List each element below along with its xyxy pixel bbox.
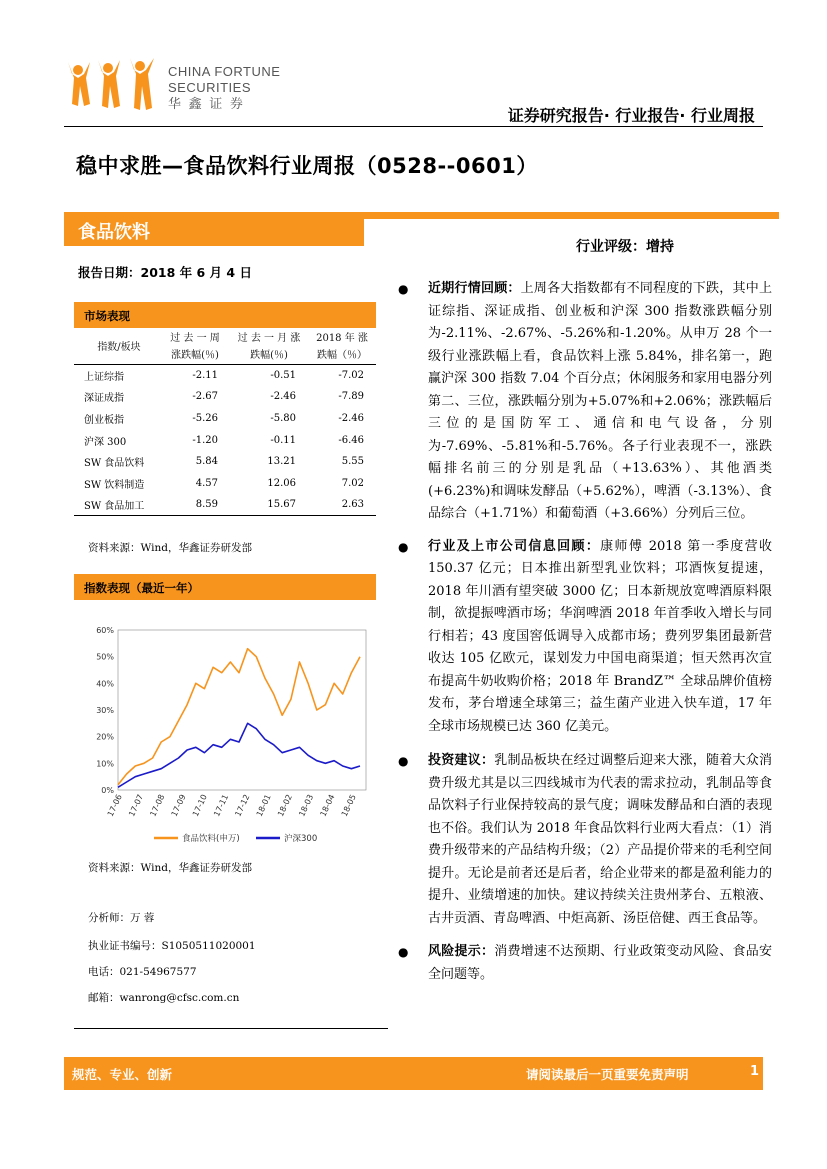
analyst-email: 邮箱：wanrong@cfsc.com.cn (88, 992, 240, 1004)
bullet-text: 乳制品板块在经过调整后迎来大涨，随着大众消费升级尤其是以三四线城市为代表的需求拉动，乳制品等食品饮料子行业保持较高的景气度；调味发酵品和白酒的表现也不俗。我们认为 2018 年食品饮料行业两大看点：（1）消费升级带来的产品结构升级；（2）产品提价带来的毛利空间提升。无论是前者还是后者，给企业带来的都是盈利能力的提升、业绩增速的加快。建议持续关注贵州茅台、五粮液、古井贡酒、青岛啤酒、中炬高新、汤臣倍健、西王食品等。 (428, 753, 772, 926)
x-tick-label: 18-02 (276, 793, 294, 818)
col-header-ytd: 2018 年 涨 跌幅（％） (308, 330, 376, 365)
summary-bullets (398, 278, 772, 986)
bullet-dot-icon: ● (398, 754, 409, 768)
footer-slogan: 规范、专业、创新 (72, 1067, 173, 1082)
x-tick-label: 17-11 (212, 793, 231, 818)
x-tick-label: 17-08 (148, 793, 167, 818)
bullet-label: 投资建议： (428, 753, 495, 768)
sector-rule (364, 212, 779, 219)
y-tick-label: 0% (101, 786, 114, 795)
analyst-name: 分析师：万 蓉 (88, 912, 155, 924)
col-header-index: 指数/板块 (74, 330, 160, 365)
bullet-label: 行业及上市公司信息回顾： (428, 538, 601, 554)
company-logo (64, 56, 304, 116)
y-tick-label: 60% (96, 626, 114, 635)
analyst-phone: 电话：021-54967577 (88, 966, 197, 978)
analyst-cert: 执业证书编号：S1050511020001 (88, 940, 256, 952)
report-date: 报告日期：2018 年 6 月 4 日 (78, 265, 252, 280)
index-panel-title: 指数表现（最近一年） (84, 581, 199, 595)
x-tick-label: 18-01 (254, 793, 273, 818)
col-header-week: 过 去 一 周 涨跌幅(％) (160, 330, 230, 365)
market-source: 资料来源：Wind，华鑫证券研发部 (88, 542, 252, 554)
y-tick-label: 10% (96, 759, 114, 769)
table-row: SW 食品饮料 5.84 13.21 5.55 (84, 456, 364, 470)
table-row: 沪深 300 -1.20 -0.11 -6.46 (84, 434, 364, 448)
header-divider (64, 126, 763, 127)
y-tick-label: 50% (96, 652, 114, 662)
logo-name-en-1: CHINA FORTUNE (168, 64, 281, 79)
market-table (74, 330, 376, 516)
page-title: 稳中求胜—食品饮料行业周报（0528--0601） (76, 154, 538, 178)
sector-label: 食品饮料 (78, 222, 150, 243)
bullet-industry-news (398, 536, 772, 739)
bullet-dot-icon: ● (398, 945, 409, 959)
bullet-text: 上周各大指数都有不同程度的下跌，其中上证综指、深证成指、创业板和沪深 300 指数涨跌幅分别为-2.11%、-2.67%、-5.26%和-1.20%。从申万 28 个一级行业涨跌幅上看，食品饮料上涨 5.84%，排名第一，跑赢沪深 300 指数 7.04 个百分点；休闲服务和家用电器分列第二、三位，涨跌幅分别为+5.07%和+2.06%；涨跌幅后三位的是国防军工、通信和电气设备，分别为-7.69%、-5.81%和-5.76%。各子行业表现不一，涨跌幅排名前三的分别是乳品（+13.63%）、其他酒类(+6.23%)和调味发酵品（+5.62%），啤酒（-3.13%）、食品综合（+1.71%）和葡萄酒（+3.66%）分列后三位。 (428, 281, 772, 521)
x-tick-label: 17-10 (190, 793, 209, 818)
chart-source: 资料来源：Wind，华鑫证券研发部 (88, 862, 252, 874)
x-tick-label: 18-05 (339, 793, 358, 818)
page-number: 1 (750, 1064, 760, 1079)
series-line (118, 649, 360, 785)
plot-frame (118, 630, 366, 790)
logo-figures-icon (64, 56, 164, 114)
bullet-dot-icon: ● (398, 282, 409, 296)
bullet-text: 康师傅 2018 第一季度营收 150.37 亿元；日本推出新型乳业饮料；邛酒恢复提速，2018 年川酒有望突破 3000 亿；日本新规放宽啤酒原料限制，欲提振啤酒市场；华润啤酒 2018 年首季收入增长与同行相若；43 度国窖低调导入成都市场；费列罗集团最新营收达 105 亿欧元，谋划发力中国电商渠道；恒天然再次宣布提高牛奶收购价格；2018 年 BrandZ™ 全球品牌价值榜发布，茅台增速全球第三；益生菌产业进入快车道，17 年全球市场规模已达 360 亿美元。 (428, 538, 772, 734)
x-tick-label: 18-04 (318, 793, 337, 818)
table-row: SW 饮料制造 4.57 12.06 7.02 (84, 477, 364, 491)
y-tick-label: 30% (96, 706, 114, 715)
index-panel-header (74, 574, 376, 600)
legend-label: 沪深300 (284, 834, 318, 844)
market-panel-header (74, 302, 376, 328)
legend-label: 食品饮料(申万) (182, 834, 240, 844)
index-chart (84, 620, 374, 852)
logo-wordmark (168, 64, 280, 112)
x-tick-label: 18-03 (297, 793, 316, 818)
logo-name-en-2: SECURITIES (168, 80, 252, 95)
bullet-label: 风险提示： (428, 944, 495, 959)
bullet-label: 近期行情回顾： (428, 281, 521, 296)
x-tick-label: 17-06 (105, 793, 124, 818)
col-header-month: 过 去 一 月 涨 跌幅(％) (230, 330, 308, 365)
bullet-market-review (398, 278, 772, 526)
table-row: 上证综指 -2.11 -0.51 -7.02 (84, 370, 364, 384)
bullet-risk (398, 941, 772, 986)
bullet-text: 消费增速不达预期、行业政策变动风险、食品安全问题等。 (428, 944, 772, 982)
industry-rating: 行业评级：增持 (576, 239, 674, 255)
table-row: 深证成指 -2.67 -2.46 -7.89 (84, 391, 364, 405)
x-tick-label: 17-09 (169, 793, 188, 818)
table-row: SW 食品加工 8.59 15.67 2.63 (74, 494, 376, 516)
logo-name-cn: 华 鑫 证 券 (168, 96, 245, 111)
report-type: 证券研究报告· 行业报告· 行业周报 (507, 106, 755, 125)
left-column-rule (74, 1028, 388, 1029)
table-row: 创业板指 -5.26 -5.80 -2.46 (84, 412, 364, 426)
market-panel-title: 市场表现 (84, 309, 130, 323)
bullet-investment-advice (398, 750, 772, 930)
market-table-header (74, 330, 376, 365)
y-tick-label: 20% (96, 732, 114, 742)
x-tick-label: 17-12 (233, 793, 252, 818)
x-tick-label: 17-07 (127, 793, 146, 818)
footer-disclaimer: 请阅读最后一页重要免责声明 (526, 1067, 689, 1082)
bullet-dot-icon: ● (398, 539, 409, 554)
y-tick-label: 40% (96, 679, 114, 689)
